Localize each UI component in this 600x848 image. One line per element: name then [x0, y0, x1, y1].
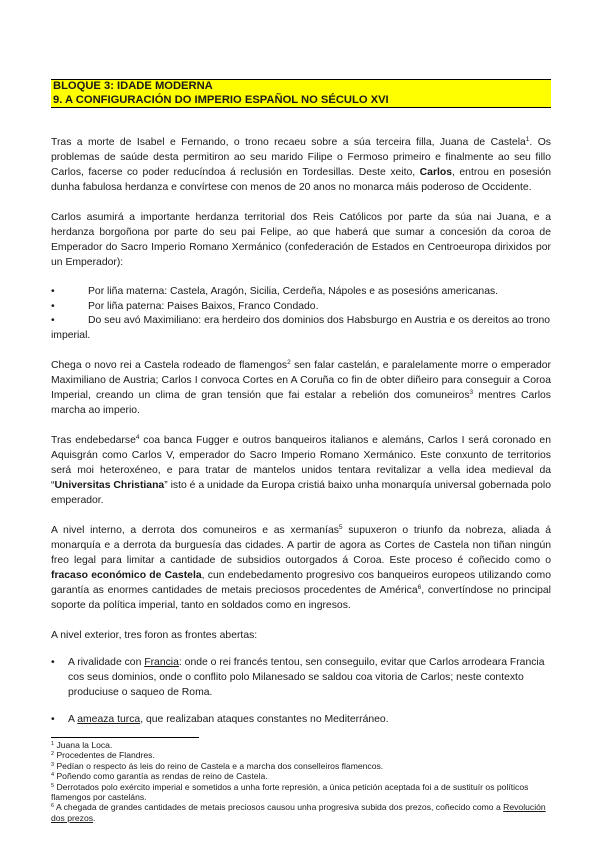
- footnote-separator: [51, 737, 199, 738]
- footnote-ref-6: 6: [417, 584, 422, 591]
- list-item: • Do seu avó Maximiliano: era herdeiro dos dominios dos Habsburgo en Austria e os dereitos ao trono imperial.: [51, 315, 551, 341]
- block-title: BLOQUE 3: IDADE MODERNA: [51, 79, 551, 94]
- footnote-4: $^4$ Poñendo como garantía as rendas de reino de Castela.: [51, 771, 268, 782]
- footnote-ref-4: 4: [135, 434, 140, 441]
- inheritance-list: [51, 285, 551, 343]
- list-item: • A ameaza turca, que realizaban ataques constantes no Mediterráneo.: [51, 714, 389, 725]
- footnote-3: $^3$ Pedían o respecto ás leis do reino de Castela e a marcha dos conselleiros flamencos.: [51, 760, 384, 771]
- paragraph-6: A nivel exterior, tres foron as frontes abertas:: [51, 630, 258, 641]
- footnote-ref-3: 3: [469, 389, 474, 396]
- document-page: [51, 79, 551, 823]
- paragraph-3: Chega o novo rei a Castela rodeado de flamengos$^2$ sen falar castelán, e paralelamente morre o emperador Maximiliano de Austria; Carlos I convoca Cortes en A Coruña co fin de obter diñeiro para conseguir a Coroa Imperial, creando un clima de gran tensión que fai estalar a rebelión dos comuneiros$^3$ mentres Carlos marcha ao imperio.: [51, 359, 551, 416]
- footnote-6: $^6$ A chegada de grandes cantidades de metais preciosos causou unha progresiva subida dos prezos, coñecido como a Revolución dos prezos.: [51, 802, 546, 823]
- list-item: • Por liña paterna: Paises Baixos, Franco Condado.: [51, 300, 319, 312]
- footnote-ref-2: 2: [287, 359, 291, 366]
- footnote-2: $^2$ Procedentes de Flandres.: [51, 750, 155, 761]
- footnote-1: $^1$ Juana la Loca.: [51, 740, 113, 750]
- list-item: • A rivalidade con Francia: onde o rei francés tentou, sen conseguilo, evitar que Carlos arrodeara Francia cos seus dominios, onde o conflito polo Milanesado se saldou coa vitoria de Carlos; neste contexto produciuse o saqueo de Roma.: [51, 657, 545, 698]
- section-title: 9. A CONFIGURACIÓN DO IMPERIO ESPAÑOL NO SÉCULO XVI: [51, 94, 551, 109]
- paragraph-5: A nivel interno, a derrota dos comuneiros e as xermanías$^5$ supuxeron o triunfo da nobreza, aliada á monarquía e a derrota da burguesía das cidades. A partir de agora as Cortes de Castela non tiñan ningún freo legal para limitar a cantidade de subsidios outorgados á Coroa. Este proceso é coñecido como o fracaso económico de Castela, cun endebedamento progresivo cos banqueiros europeos utilizando como garantía as enormes cantidades de metais preciosos procedentes de América$^6$, convertíndose no principal soporte da política imperial, tanto en soldados como en ingresos.: [51, 524, 551, 611]
- paragraph-1: Tras a morte de Isabel e Fernando, o trono recaeu sobre a súa terceira filla, Juana de Castela$^1$. Os problemas de saúde desta permitiron ao seu marido Filipe o Fermoso primeiro e finalmente ao seu fillo Carlos, facerse co poder reducíndoa á reclusión en Tordesillas. Deste xeito, Carlos, entrou en posesión dunha fabulosa herdanza e convírtese con menos de 20 anos no monarca máis poderoso de Occidente.: [51, 136, 552, 193]
- footnote-ref-5: 5: [338, 524, 343, 531]
- paragraph-2: Carlos asumirá a importante herdanza territorial dos Reis Católicos por parte da súa nai Juana, e a herdanza borgoñona por parte do seu pai Felipe, ao que haberá que sumar a concesión da coroa de Emperador do Sacro Imperio Romano Xermánico (confederación de Estados en Centroeuropa dirixidos por un Emperador):: [51, 212, 551, 268]
- footnote-5: $^5$ Derrotados polo exército imperial e sometidos a unha forte represión, a única petición aceptada foi a de sustituír os políticos flamengos por casteláns.: [51, 781, 529, 803]
- footnotes: [51, 740, 551, 823]
- list-item: • Por liña materna: Castela, Aragón, Sicilia, Cerdeña, Nápoles e as posesións americanas.: [51, 286, 499, 297]
- paragraph-4: Tras endebedarse$^4$ coa banca Fugger e outros banqueiros italianos e alemáns, Carlos I será coronado en Aquisgrán como Carlos V, emperador do Sacro Imperio Romano Xermánico. Este conxunto de territorios será moi heteroxéneo, e para tratar de mantelos unidos tentara revitalizar a vella idea medieval da “Universitas Christiana” isto é a unidade da Europa cristiá baixo unha monarquía universal gobernada polo emperador.: [51, 434, 551, 506]
- footnote-ref-1: 1: [525, 136, 530, 143]
